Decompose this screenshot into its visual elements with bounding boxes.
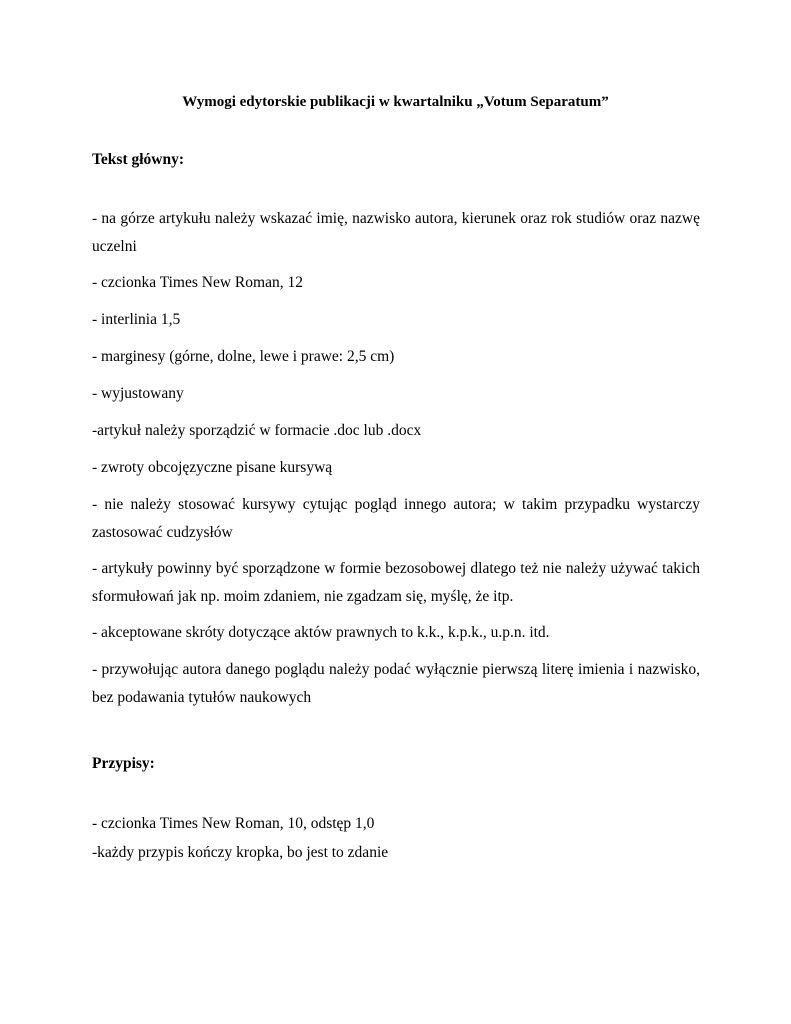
list-item: -każdy przypis kończy kropka, bo jest to zdanie: [92, 844, 389, 861]
list-item: -artykuł należy sporządzić w formacie .doc lub .docx: [92, 422, 422, 439]
list-item: - na górze artykułu należy wskazać imię, nazwisko autora, kierunek oraz rok studiów oraz nazwę uczelni: [92, 210, 700, 255]
list-item: - interlinia 1,5: [92, 311, 181, 328]
list-item: - marginesy (górne, dolne, lewe i prawe: 2,5 cm): [92, 348, 395, 365]
list-item: - czcionka Times New Roman, 10, odstęp 1,0: [92, 815, 375, 832]
list-item: - artykuły powinny być sporządzone w formie bezosobowej dlatego też nie należy używać takich sformułowań jak np. moim zdaniem, nie zgadzam się, myślę, że itp.: [92, 560, 700, 605]
list-item: - wyjustowany: [92, 385, 184, 402]
section-heading-footnotes: Przypisy:: [92, 755, 155, 772]
section-heading-main-text: Tekst główny:: [92, 151, 185, 168]
list-item: - zwroty obcojęzyczne pisane kursywą: [92, 459, 333, 476]
list-item: - czcionka Times New Roman, 12: [92, 274, 303, 291]
document-title: Wymogi edytorskie publikacji w kwartalniku „Votum Separatum”: [182, 94, 609, 110]
list-item: - akceptowane skróty dotyczące aktów prawnych to k.k., k.p.k., u.p.n. itd.: [92, 624, 550, 641]
list-item: - nie należy stosować kursywy cytując pogląd innego autora; w takim przypadku wystarczy zastosować cudzysłów: [92, 496, 700, 541]
list-item: - przywołując autora danego poglądu należy podać wyłącznie pierwszą literę imienia i nazwisko, bez podawania tytułów naukowych: [92, 661, 700, 706]
